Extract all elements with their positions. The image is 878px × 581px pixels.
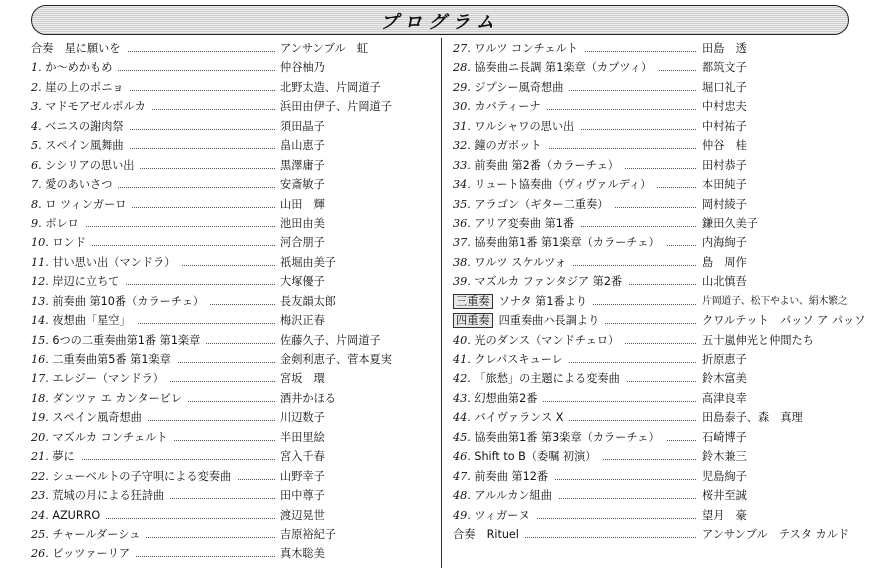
program-number: 48. (453, 489, 471, 503)
performer-name: 宮入千春 (277, 447, 325, 466)
program-title-text: 荒城の月による狂詩曲 (52, 489, 165, 503)
performer-name: 中村祐子 (699, 117, 747, 136)
program-title (453, 467, 554, 486)
program-number: 12. (31, 275, 49, 289)
program-item (453, 78, 850, 97)
program-number: 5. (31, 139, 42, 153)
program-number: 45. (453, 430, 471, 444)
program-title (31, 233, 92, 252)
program-title-text: ソナタ 第1番より (498, 294, 588, 308)
program-number: 28. (453, 61, 471, 75)
program-item (453, 117, 850, 136)
performer-name: 須田晶子 (277, 117, 325, 136)
program-title-text: 鐘のガボット (474, 139, 542, 153)
program-title-text: 合奏 Rituel (453, 527, 519, 541)
program-item (453, 408, 850, 427)
program-number: 46. (453, 450, 471, 464)
performer-name: アンサンブル 虹 (277, 39, 368, 58)
program-title-text: シューベルトの子守唄による変奏曲 (52, 469, 232, 483)
program-item (453, 136, 850, 155)
program-title-text: 協奏曲ニ長調 第1楽章（カプツィ） (474, 61, 653, 75)
program-item (31, 195, 432, 214)
program-number: 6. (31, 158, 42, 172)
performer-name: 折原恵子 (699, 350, 747, 369)
performer-name: 高津良幸 (699, 389, 747, 408)
performer-name: 宮坂 環 (277, 369, 325, 388)
program-item (453, 233, 850, 252)
program-title-text: クレパスキューレ (474, 353, 563, 366)
program-number: 4. (31, 119, 42, 133)
program-number: 40. (453, 333, 471, 347)
performer-name: 中村忠夫 (699, 97, 747, 116)
program-item (31, 447, 432, 466)
program-title (453, 331, 625, 350)
program-title-text: 愛のあいさつ (45, 178, 113, 192)
program-title-text: マドモアゼルポルカ (45, 100, 146, 114)
program-title-text: アリア変奏曲 第1番 (474, 216, 575, 230)
performer-name: 渡辺晃世 (277, 506, 325, 525)
program-item (453, 467, 850, 486)
program-title-text: 夜想曲「星空」 (52, 314, 131, 328)
program-number: 44. (453, 411, 471, 425)
column-divider (441, 38, 442, 568)
program-number: 47. (453, 469, 471, 483)
program-number: 32. (453, 139, 471, 153)
program-title-text: AZURRO (52, 508, 101, 522)
program-item (31, 467, 432, 486)
program-title (453, 78, 569, 97)
program-item (31, 58, 432, 77)
program-item (31, 369, 432, 388)
program-number: 10. (31, 236, 49, 250)
performer-name: 都筑文子 (699, 58, 747, 77)
program-title (453, 156, 625, 175)
program-title (453, 272, 628, 291)
program-item (453, 292, 850, 311)
program-item (31, 525, 432, 544)
program-title (31, 58, 118, 77)
program-title (453, 428, 666, 447)
program-title-text: 二重奏曲第5番 第1楽章 (52, 353, 171, 366)
program-title-text: 「旅愁」の主題による変奏曲 (474, 372, 620, 386)
performer-name: 堀口礼子 (699, 78, 747, 97)
program-number: 35. (453, 197, 471, 211)
program-number: 9. (31, 216, 42, 230)
program-number: 17. (31, 372, 49, 386)
performer-name: 田島泰子、森 真理 (699, 408, 803, 427)
performer-name: 岡村綾子 (699, 195, 747, 214)
program-title-text: ワルツ スケルツォ (474, 255, 567, 269)
program-title-text: カバティーナ (474, 100, 541, 114)
program-number: 1. (31, 61, 42, 75)
program-title (453, 486, 558, 505)
program-title-text: 幻想曲第2番 (474, 391, 538, 405)
program-item (31, 331, 432, 350)
performer-name: 金剣利恵子、菅本夏実 (277, 350, 392, 369)
performer-name: 畠山恵子 (277, 136, 325, 155)
program-title-text: マズルカ ファンタジア 第2番 (474, 275, 623, 289)
program-left-column (31, 39, 432, 564)
program-title (31, 272, 125, 291)
program-number: 34. (453, 178, 471, 192)
program-title-text: ワルツ コンチェルト (474, 42, 578, 55)
program-title (31, 97, 152, 116)
performer-name: 佐藤久子、片岡道子 (277, 331, 381, 350)
performer-name: 池田由美 (277, 214, 325, 233)
program-title-text: 前奏曲 第2番（カラーチェ） (474, 158, 619, 172)
program-title-text: アラゴン（ギター二重奏） (474, 197, 609, 211)
program-title (31, 428, 173, 447)
performer-name: 望月 豪 (699, 506, 747, 525)
performer-name: 石崎博子 (699, 428, 747, 447)
program-title-text: ジプシー風奇想曲 (474, 80, 564, 94)
program-title-text: ボレロ (45, 216, 79, 230)
program-item (31, 214, 432, 233)
program-title-text: ワルシャワの思い出 (474, 119, 575, 133)
program-item (31, 78, 432, 97)
program-title (453, 39, 584, 58)
program-number: 14. (31, 314, 49, 328)
performer-name: 本田純子 (699, 175, 747, 194)
program-item (453, 97, 850, 116)
program-item (31, 39, 432, 58)
performer-name: 五十嵐伸光と仲間たち (699, 331, 814, 350)
program-item (453, 506, 850, 525)
program-title (453, 175, 657, 194)
program-title (453, 97, 547, 116)
program-title (31, 350, 177, 369)
performer-name: 児島絢子 (699, 467, 747, 486)
page-title: プログラム (380, 12, 500, 33)
program-title-text: 甘い思い出（マンドラ） (52, 255, 176, 269)
program-item (453, 389, 850, 408)
program-title-text: ロンド (52, 236, 86, 250)
program-title (31, 486, 170, 505)
program-title (453, 195, 615, 214)
performer-name: 片岡道子、松下やよい、絹木繁之 (699, 292, 848, 311)
program-title (453, 58, 658, 77)
program-item (31, 272, 432, 291)
program-title-text: ロ ツィンガーロ (45, 197, 127, 211)
program-title-text: ダンツァ エ カンタービレ (52, 391, 183, 405)
performer-name: 鎌田久美子 (699, 214, 758, 233)
program-item (31, 292, 432, 311)
program-title (31, 331, 206, 350)
program-number: 7. (31, 178, 42, 192)
program-title-text: スペイン風舞曲 (45, 139, 124, 153)
program-item (31, 253, 432, 272)
performer-name: クワルテット パッソ ア パッソ (699, 311, 865, 330)
program-item (453, 214, 850, 233)
performer-name: アンサンブル テスタ カルド (699, 525, 849, 544)
program-title (453, 233, 666, 252)
program-title (31, 195, 132, 214)
program-item (31, 428, 432, 447)
program-title-text: 光のダンス（マンドチェロ） (474, 333, 620, 347)
program-title (31, 506, 106, 525)
performer-name: 鈴木富美 (699, 369, 747, 388)
program-item (31, 136, 432, 155)
program-title-text: Shift to B（委嘱 初演） (474, 450, 597, 464)
program-number: 27. (453, 42, 471, 55)
performer-name: 山田 輝 (277, 195, 325, 214)
program-item (31, 156, 432, 175)
performer-name: 河合朋子 (277, 233, 325, 252)
performer-name: 山北慎吾 (699, 272, 747, 291)
program-title (453, 369, 626, 388)
program-title-text: 夢に (52, 450, 75, 464)
program-title (453, 311, 605, 330)
program-item (453, 175, 850, 194)
program-title (31, 136, 130, 155)
performer-name: 酒井かほる (277, 389, 336, 408)
program-item (453, 428, 850, 447)
program-number: 2. (31, 80, 42, 94)
program-item (31, 506, 432, 525)
program-title-text: ツィガーヌ (474, 508, 530, 522)
program-title-text: 岸辺に立ちて (52, 275, 120, 289)
program-number: 8. (31, 197, 42, 211)
program-item (453, 369, 850, 388)
program-number: 3. (31, 100, 42, 114)
program-item (453, 156, 850, 175)
program-title (453, 447, 603, 466)
program-item (31, 389, 432, 408)
program-title (31, 156, 140, 175)
performer-name: 祇堀由美子 (277, 253, 336, 272)
performer-name: 田島 透 (699, 39, 747, 58)
program-title (31, 389, 188, 408)
program-item (453, 331, 850, 350)
program-banner (31, 5, 849, 35)
program-number: 41. (453, 353, 471, 366)
program-number: 11. (31, 255, 49, 269)
performer-name: 桜井至誠 (699, 486, 747, 505)
program-number: 36. (453, 216, 471, 230)
program-title-text: ベニスの謝肉祭 (45, 119, 124, 133)
program-title-text: ビッツァーリア (52, 547, 131, 561)
program-number: 39. (453, 275, 471, 289)
program-title (31, 447, 81, 466)
performer-name: 仲谷 桂 (699, 136, 747, 155)
program-item (453, 350, 850, 369)
program-number: 24. (31, 508, 49, 522)
program-title-text: 前奏曲 第10番（カラーチェ） (52, 294, 205, 308)
performer-name: 梅沢正春 (277, 311, 325, 330)
program-title (453, 506, 536, 525)
program-item (453, 447, 850, 466)
program-number: 23. (31, 489, 49, 503)
program-number: 16. (31, 353, 49, 366)
performer-name: 田村恭子 (699, 156, 747, 175)
program-title (31, 408, 148, 427)
performer-name: 鈴木兼三 (699, 447, 747, 466)
program-item (453, 195, 850, 214)
program-title-text: アルルカン組曲 (474, 489, 552, 503)
program-title-text: チャールダーシュ (52, 527, 141, 541)
program-number: 33. (453, 158, 471, 172)
program-title (453, 253, 572, 272)
program-title (453, 350, 569, 369)
program-title-text: 崖の上のポニョ (45, 80, 124, 94)
program-title (31, 369, 170, 388)
program-title-text: リュート協奏曲（ヴィヴァルディ） (474, 178, 652, 192)
performer-name: 北野太造、片岡道子 (277, 78, 381, 97)
program-item (31, 311, 432, 330)
program-number: 49. (453, 508, 471, 522)
program-title (453, 136, 548, 155)
program-title (31, 214, 85, 233)
program-title (453, 214, 580, 233)
program-title (31, 467, 237, 486)
program-right-column (453, 39, 866, 544)
performer-name: 川辺数子 (277, 408, 325, 427)
program-item (453, 486, 850, 505)
program-title-text: スペイン風奇想曲 (52, 411, 142, 425)
program-item (453, 58, 850, 77)
program-item (453, 272, 850, 291)
performer-name: 黒澤庸子 (277, 156, 325, 175)
program-title (31, 525, 146, 544)
program-title (31, 175, 118, 194)
program-title-text: 四重奏曲ハ長調より (498, 314, 600, 328)
performer-name: 田中尊子 (277, 486, 325, 505)
program-item (31, 97, 432, 116)
program-number: 30. (453, 100, 471, 114)
program-number: 42. (453, 372, 471, 386)
program-item (453, 39, 850, 58)
program-title-text: シシリアの思い出 (45, 158, 135, 172)
program-number: 25. (31, 527, 49, 541)
program-number: 31. (453, 119, 471, 133)
program-title (453, 292, 593, 311)
program-title (453, 408, 569, 427)
program-title (453, 525, 525, 544)
program-title (453, 389, 543, 408)
performer-name: 島 周作 (699, 253, 747, 272)
ensemble-type-label: 三重奏 (453, 294, 493, 309)
program-title-text: 前奏曲 第12番 (474, 469, 549, 483)
program-title-text: エレジー（マンドラ） (52, 372, 164, 386)
performer-name: 内海絢子 (699, 233, 747, 252)
program-number: 19. (31, 411, 49, 425)
performer-name: 安斎敏子 (277, 175, 325, 194)
program-number: 37. (453, 236, 471, 250)
program-title (31, 117, 130, 136)
program-item (31, 350, 432, 369)
program-item (453, 253, 850, 272)
ensemble-type-label: 四重奏 (453, 313, 493, 328)
program-title-text: バイヴァランス X (474, 411, 564, 425)
program-title-text: 協奏曲第1番 第1楽章（カラーチェ） (474, 236, 660, 250)
program-title (31, 292, 210, 311)
program-item (453, 525, 850, 544)
program-number: 26. (31, 547, 49, 561)
program-number: 43. (453, 391, 471, 405)
performer-name: 吉原裕紀子 (277, 525, 336, 544)
program-title-text: か〜めかもめ (45, 61, 113, 75)
program-number: 29. (453, 80, 471, 94)
program-title-text: 合奏 星に願いを (31, 42, 121, 55)
performer-name: 長友韻太郎 (277, 292, 336, 311)
performer-name: 浜田由伊子、片岡道子 (277, 97, 392, 116)
performer-name: 半田里絵 (277, 428, 325, 447)
program-number: 38. (453, 255, 471, 269)
program-title (31, 253, 181, 272)
program-title-text: 6つの二重奏曲第1番 第1楽章 (52, 333, 201, 347)
program-item (31, 408, 432, 427)
program-title (31, 311, 137, 330)
program-number: 21. (31, 450, 49, 464)
performer-name: 仲谷柚乃 (277, 58, 325, 77)
program-item (31, 544, 432, 563)
program-number: 13. (31, 294, 49, 308)
program-item (31, 117, 432, 136)
program-item (31, 233, 432, 252)
program-number: 22. (31, 469, 49, 483)
program-title (453, 117, 580, 136)
program-number: 15. (31, 333, 49, 347)
program-item (31, 486, 432, 505)
program-title (31, 78, 130, 97)
program-number: 20. (31, 430, 49, 444)
performer-name: 真木聡美 (277, 544, 325, 563)
performer-name: 山野幸子 (277, 467, 325, 486)
program-item (453, 311, 866, 330)
program-title (31, 39, 127, 58)
performer-name: 大塚優子 (277, 272, 325, 291)
program-item (31, 175, 432, 194)
program-number: 18. (31, 391, 49, 405)
program-title-text: 協奏曲第1番 第3楽章（カラーチェ） (474, 430, 660, 444)
program-title (31, 544, 136, 563)
program-title-text: マズルカ コンチェルト (52, 430, 168, 444)
